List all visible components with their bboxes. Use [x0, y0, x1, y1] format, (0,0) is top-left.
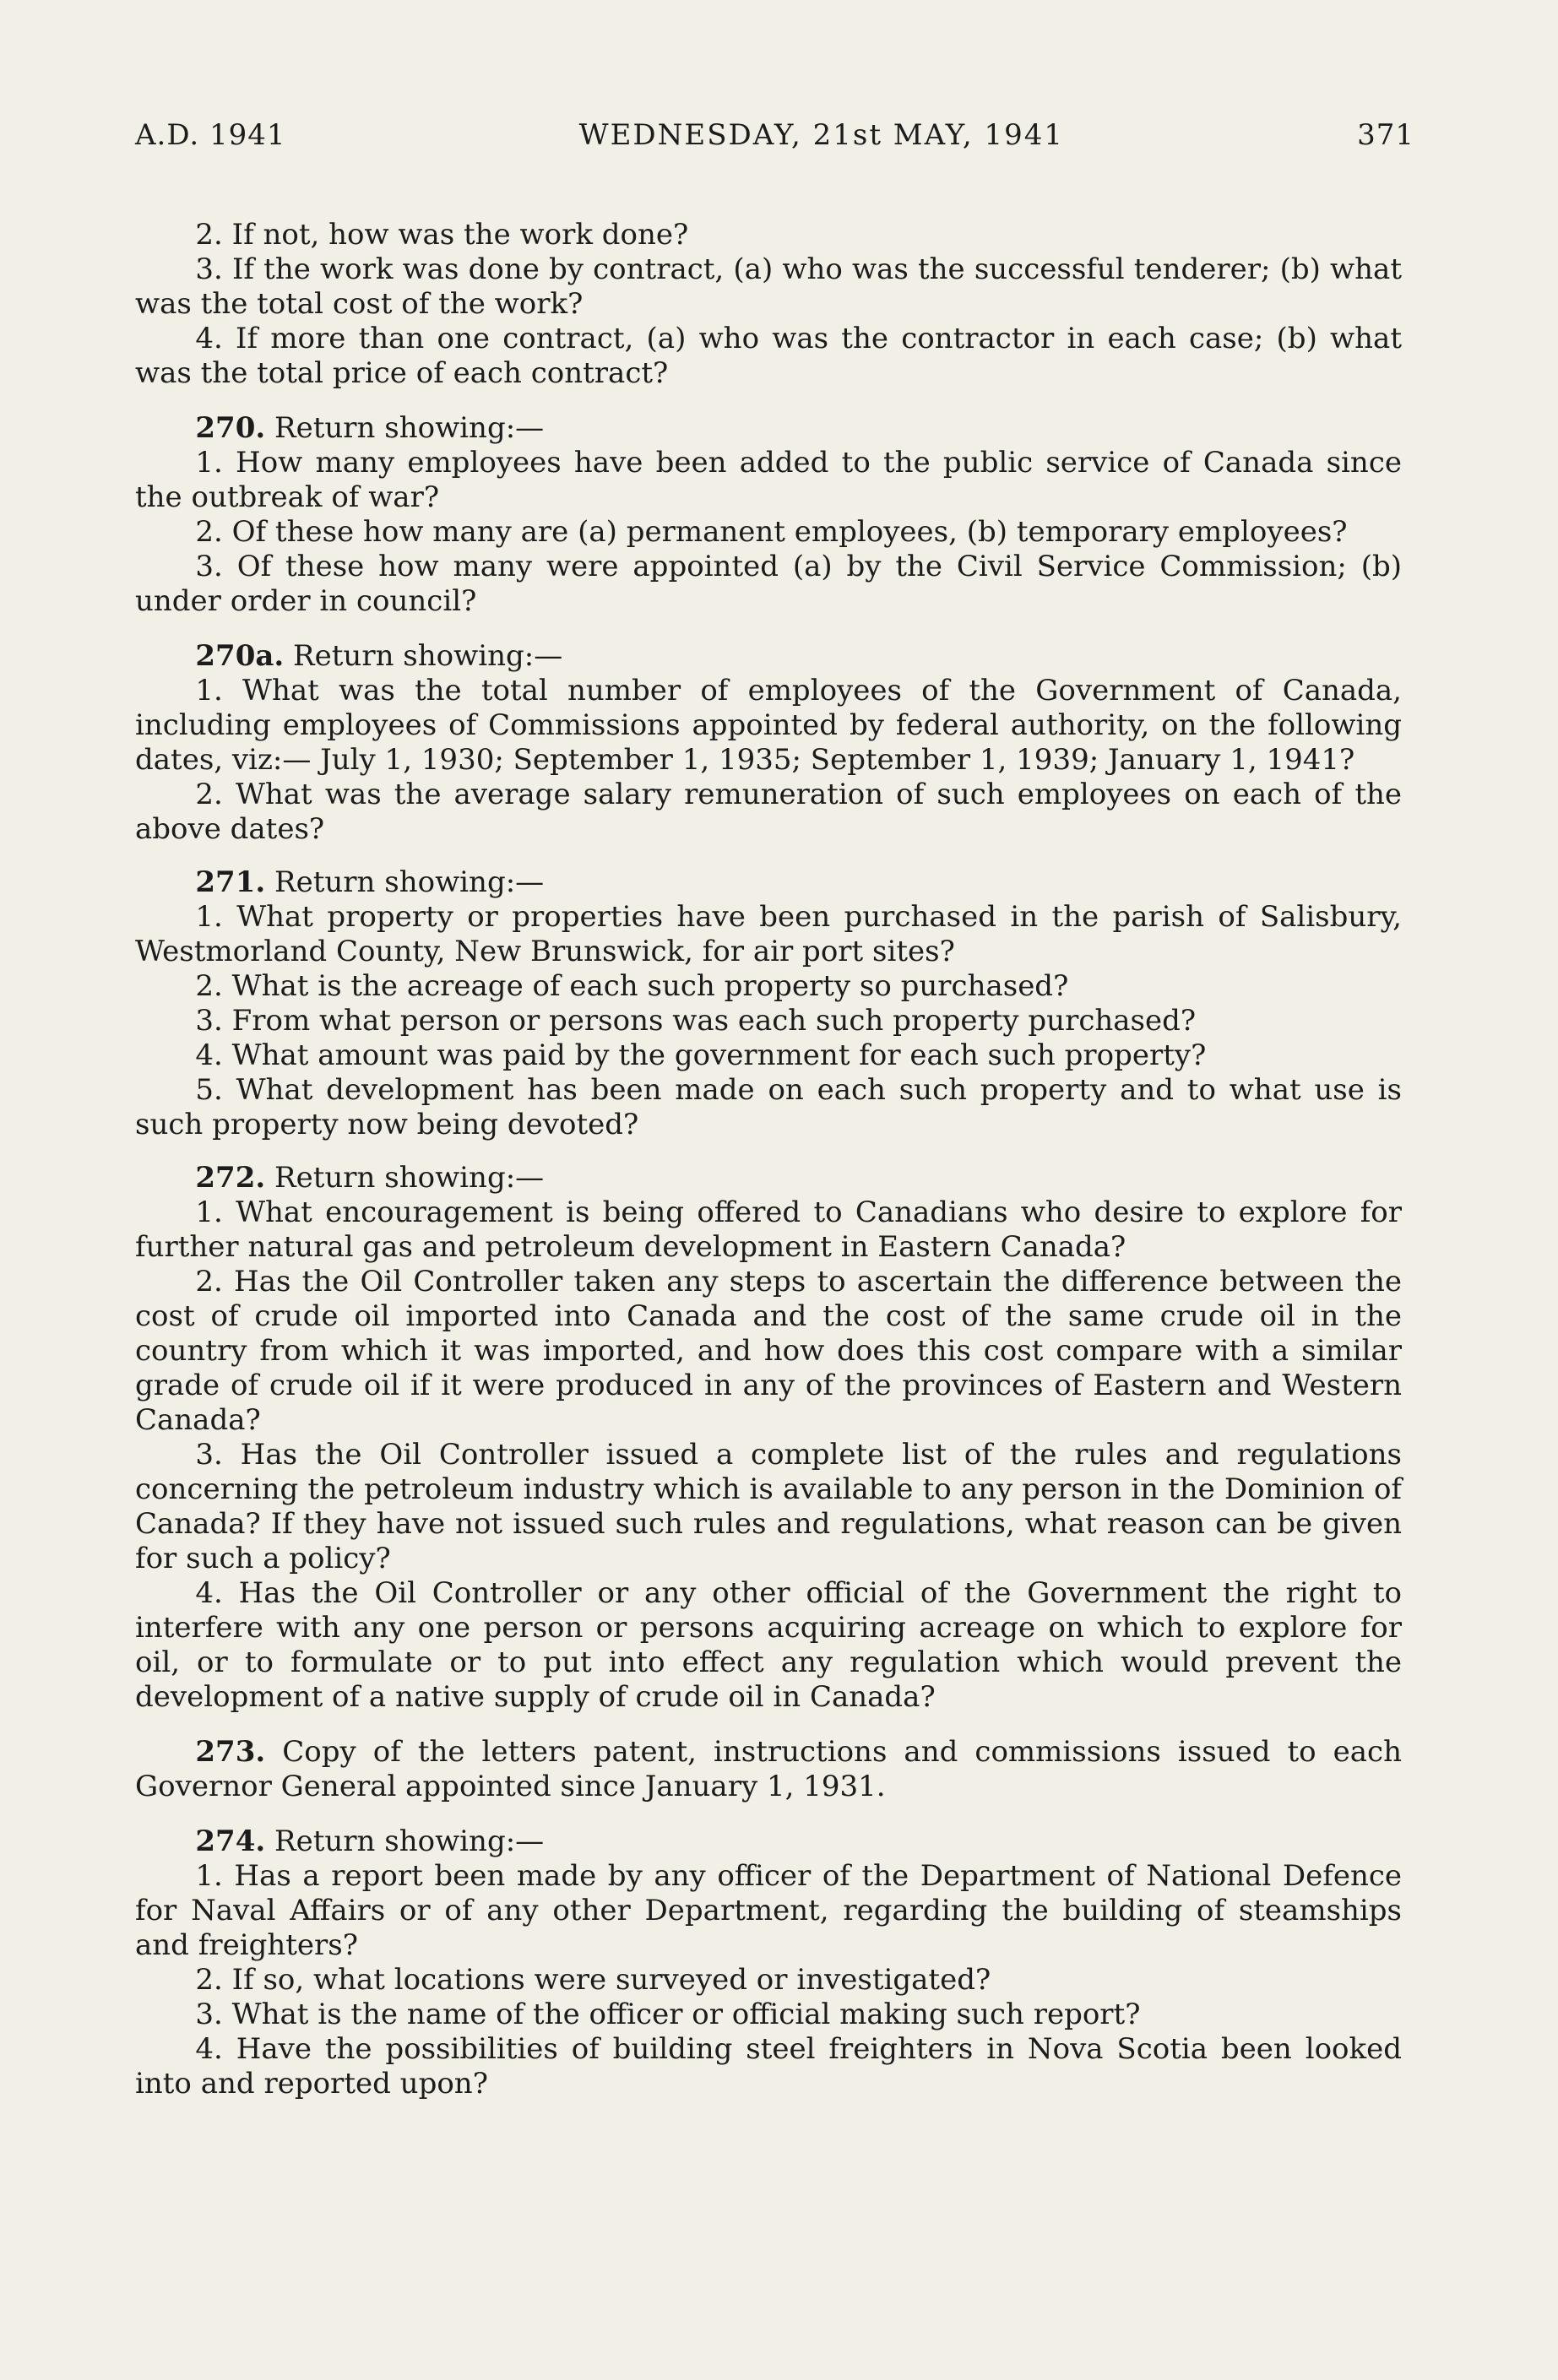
section-heading — [135, 865, 1402, 900]
list-item: 4. Has the Oil Controller or any other official of the Government the right to interfere with any one person or persons acquiring acreage on which to explore for oil, or to formulate or to put into effect any regulation which would prevent the development of a native supply of crude oil in Canada? — [135, 1576, 1402, 1714]
running-head — [135, 118, 1414, 152]
section-heading — [135, 1161, 1402, 1195]
list-item: 1. What property or properties have been purchased in the parish of Salisbury, Westmorland County, New Brunswick, for air port sites? — [135, 900, 1402, 968]
list-item: 2. Of these how many are (a) permanent employees, (b) temporary employees? — [195, 515, 1348, 549]
list-item: 3. What is the name of the officer or official making such report? — [195, 1998, 1141, 2031]
journal-page — [135, 118, 1414, 2101]
list-item: 1. Has a report been made by any officer of the Department of National Defence for Naval Affairs or of any other Department, regarding the building of steamships and freighters? — [135, 1859, 1402, 1962]
list-item: 2. What was the average salary remuneration of such employees on each of the above dates? — [135, 778, 1402, 846]
section-heading — [135, 1735, 1402, 1804]
section-number: 270. — [195, 411, 266, 445]
section-heading-text: Return showing:— — [274, 411, 545, 445]
section-number: 273. — [195, 1735, 266, 1769]
list-item: 2. Has the Oil Controller taken any steps to ascertain the difference between the cost of crude oil imported into Canada and the cost of the same crude oil in the country from which it was imported, and how does this cost compare with a similar grade of crude oil if it were produced in any of the provinces of Eastern and Western Canada? — [135, 1265, 1402, 1437]
section-heading-text: Return showing:— — [274, 865, 545, 899]
section-number: 274. — [195, 1824, 266, 1858]
list-item: 5. What development has been made on each such property and to what use is such property now being devoted? — [135, 1073, 1402, 1141]
list-item: 3. Has the Oil Controller issued a complete list of the rules and regulations concerning the petroleum industry which is available to any person in the Dominion of Canada? If they have not issued such rules and regulations, what reason can be given for such a policy? — [135, 1438, 1402, 1575]
list-item: 2. If not, how was the work done? — [195, 218, 689, 252]
section-heading-text: Return showing:— — [274, 1824, 545, 1858]
list-item: 4. If more than one contract, (a) who was the contractor in each case; (b) what was the total price of each contract? — [135, 322, 1402, 390]
list-item: 1. What encouragement is being offered to Canadians who desire to explore for further natural gas and petroleum development in Eastern Canada? — [135, 1195, 1402, 1264]
section-heading — [135, 411, 1402, 446]
list-item: 3. Of these how many were appointed (a) by the Civil Service Commission; (b) under order in council? — [135, 550, 1402, 618]
list-item: 3. If the work was done by contract, (a) who was the successful tenderer; (b) what was the total cost of the work? — [135, 252, 1402, 321]
list-item: 4. What amount was paid by the government for each such property? — [195, 1038, 1207, 1072]
page-number: 371 — [1357, 118, 1414, 152]
section-heading — [135, 639, 1402, 674]
section-heading-text: Return showing:— — [274, 1161, 545, 1195]
list-item: 1. How many employees have been added to the public service of Canada since the outbreak of war? — [135, 446, 1402, 514]
journal-content — [135, 218, 1402, 2101]
list-item: 2. If so, what locations were surveyed or investigated? — [195, 1963, 991, 1997]
section-heading-text: Copy of the letters patent, instructions and commissions issued to each Governor General appointed since January 1, 1931. — [135, 1735, 1402, 1803]
section-number: 271. — [195, 865, 266, 899]
date-line: WEDNESDAY, 21st MAY, 1941 — [578, 118, 1065, 152]
list-item: 2. What is the acreage of each such property so purchased? — [195, 969, 1069, 1003]
year-label: A.D. 1941 — [135, 118, 286, 152]
list-item: 4. Have the possibilities of building steel freighters in Nova Scotia been looked into and reported upon? — [135, 2032, 1402, 2101]
list-item: 1. What was the total number of employees of the Government of Canada, including employees of Commissions appointed by federal authority, on the following dates, viz:— July 1, 1930; September 1, 1935; September 1, 1939; January 1, 1941? — [135, 674, 1402, 777]
section-number: 270a. — [195, 639, 285, 673]
section-number: 272. — [195, 1161, 266, 1195]
section-heading — [135, 1824, 1402, 1859]
list-item: 3. From what person or persons was each such property purchased? — [195, 1004, 1197, 1038]
section-heading-text: Return showing:— — [293, 639, 563, 673]
